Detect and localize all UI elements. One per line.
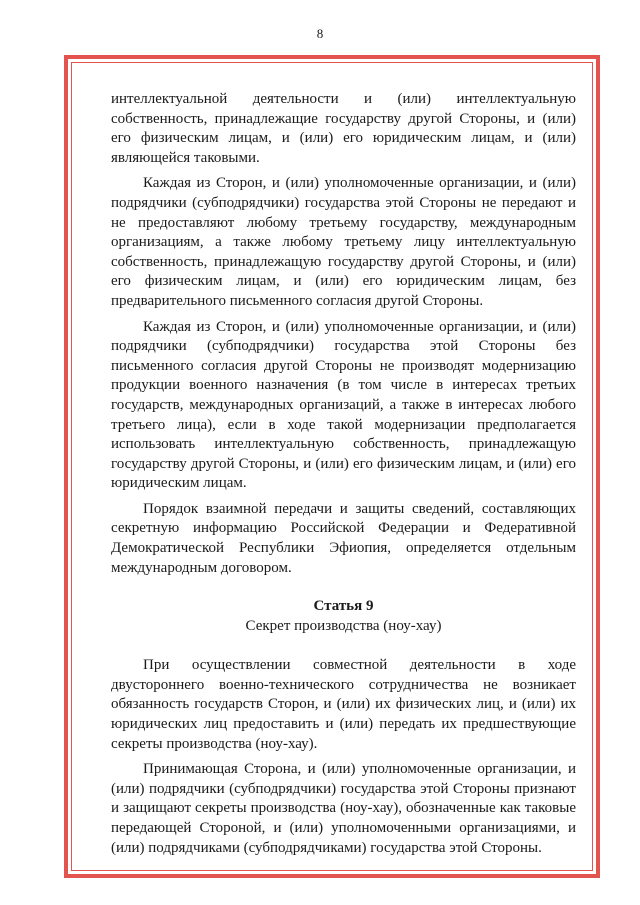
paragraph-no-modernization: Каждая из Сторон, и (или) уполномоченные организации, и (или) подрядчики (субподрядчики) государства этой Стороны без письменного согласия другой Стороны не производят модернизацию продукции военного назначения (в том числе в интересах третьих государств, международных организаций, а также в интересах любого третьего лица), если в ходе такой модернизации предполагается использовать интеллектуальную собственность, принадлежащую государству другой Стороны, и (или) его физическим лицам, и (или) его юридическим лицам. [111, 318, 576, 492]
paragraph-secret-info: Порядок взаимной передачи и защиты сведений, составляющих секретную информацию Российской Федерации и Федеративной Демократической Республики Эфиопия, определяется отдельным международным договором. [111, 500, 576, 576]
document-body [111, 90, 576, 858]
article-9-paragraph-2: Принимающая Сторона, и (или) уполномоченные организации, и (или) подрядчики (субподрядчики) государства этой Стороны признают и защищают секреты производства (ноу-хау), обозначенные как таковые передающей Стороной, и (или) уполномоченными организациями, и (или) подрядчиками (субподрядчиками) государства этой Стороны. [111, 761, 576, 856]
paragraph-continuation: интеллектуальной деятельности и (или) интеллектуальную собственность, принадлежащие государству другой Стороны, и (или) его физическим лицам, и (или) его юридическим лицам, и (или) являющейся таковыми. [111, 91, 576, 166]
article-9-paragraph-1: При осуществлении совместной деятельности в ходе двустороннего военно-технического сотрудничества не возникает обязанность государств Сторон, и (или) их физических лиц, и (или) их юридических лиц предоставить и (или) передать их предшествующие секреты производства (ноу-хау). [111, 657, 576, 752]
paragraph-no-transfer: Каждая из Сторон, и (или) уполномоченные организации, и (или) подрядчики (субподрядчики) государства этой Стороны не передают и не предоставляют любому третьему государству, международным организациям, а также любому третьему лицу интеллектуальную собственность, принадлежащую государству другой Стороны, и (или) его физическим лицам, и (или) его юридическим лицам, без предварительного письменного согласия другой Стороны. [111, 175, 576, 309]
page-number: 8 [316, 26, 324, 41]
article-9-subtitle: Секрет производства (ноу-хау) [245, 618, 442, 635]
article-9-title: Статья 9 [313, 598, 374, 615]
